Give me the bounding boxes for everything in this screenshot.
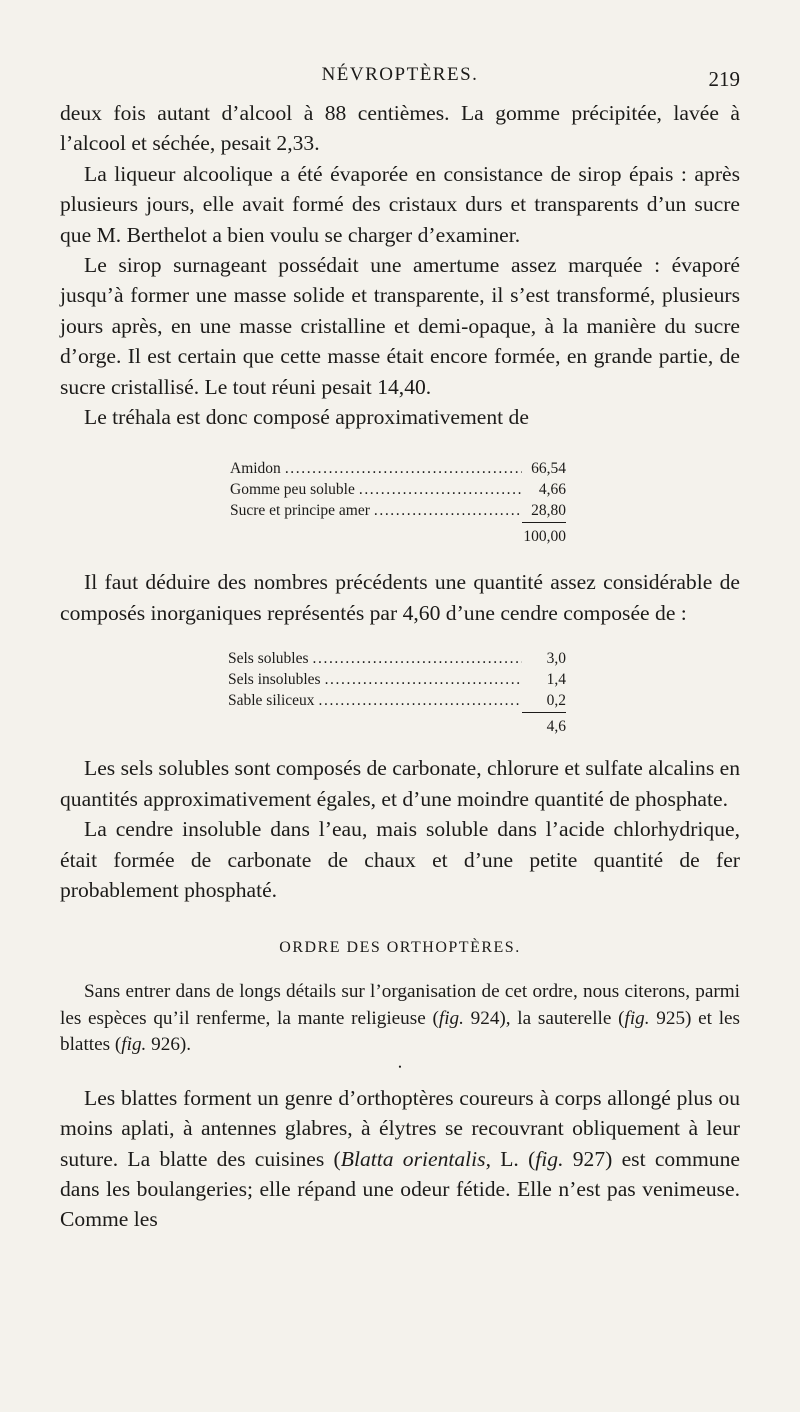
text-run: 926).	[146, 1034, 192, 1056]
table-row	[230, 500, 566, 523]
leader-dots	[355, 479, 522, 500]
table-row	[230, 479, 566, 500]
table-total: 100,00	[523, 528, 566, 546]
text-run: 924), la sauterelle (	[463, 1007, 625, 1029]
paragraph-liqueur: La liqueur alcoolique a été évaporée en consistance de sirop épais : après plusieurs jours, elle avait formé des cristaux durs et transparents d’un sucre que M. Berthelot a bien voulu se charger d’examiner.	[60, 161, 740, 247]
paragraph-sels: Les sels solubles sont composés de carbonate, chlorure et sulfate alcalins en quantités approximativement égales, et d’une moindre quantité de phosphate.	[60, 756, 741, 811]
fig-ref: fig.	[535, 1146, 564, 1171]
intro-block	[60, 979, 740, 1059]
row-label: Sels insolubles	[228, 671, 321, 689]
page-header	[60, 64, 740, 94]
leader-dots	[315, 690, 522, 711]
row-value: 66,54	[531, 460, 566, 478]
page-number: 219	[708, 67, 740, 91]
species-name: Blatta orientalis	[340, 1146, 486, 1171]
paragraph-cendre-insoluble: La cendre insoluble dans l’eau, mais soluble dans l’acide chlorhydrique, était formée de carbonate de chaux et d’une petite quantité de fer probablement phosphaté.	[60, 817, 740, 902]
paragraph-trehala: Le tréhala est donc composé approximativement de	[84, 405, 529, 430]
fig-ref: fig.	[121, 1034, 147, 1056]
leader-dots	[309, 648, 522, 669]
paragraph-continuation: deux fois autant d’alcool à 88 centièmes. La gomme précipitée, lavée à l’alcool et séchée, pesait 2,33.	[60, 101, 740, 156]
row-value: 1,4	[546, 671, 566, 689]
composition-table	[230, 458, 566, 547]
paragraph-cendre: Il faut déduire des nombres précédents une quantité assez considérable de composés inorganiques représentés par 4,60 d’une cendre composée de :	[60, 570, 740, 625]
fig-ref: fig.	[624, 1007, 650, 1029]
row-label: Sucre et principe amer	[230, 502, 370, 520]
row-value: 0,2	[522, 690, 566, 713]
running-title: NÉVROPTÈRES.	[321, 64, 479, 85]
ash-table	[228, 648, 566, 737]
text-run: , L. (	[485, 1146, 536, 1171]
table-row	[228, 669, 566, 690]
row-label: Sable siliceux	[228, 692, 315, 710]
row-value: 3,0	[546, 650, 566, 668]
text-run: 927) est commune dans les boulangeries; elle répand une odeur fétide. Elle n’est pas venimeuse. Comme les	[60, 1146, 740, 1232]
paragraph-intro	[60, 979, 740, 1059]
row-value: 28,80	[522, 500, 566, 523]
fig-ref: fig.	[438, 1007, 464, 1029]
leader-dots	[370, 500, 522, 521]
table-row	[228, 648, 566, 669]
leader-dots	[281, 458, 522, 479]
table-total: 4,6	[546, 718, 566, 736]
leader-dots	[321, 669, 522, 690]
table-row	[230, 458, 566, 479]
ornament-dot: •	[398, 1061, 402, 1072]
paragraph-blattes	[60, 1083, 740, 1235]
row-value: 4,66	[538, 481, 566, 499]
text-run: Les blattes forment un genre d’orthoptères coureurs à corps allongé plus ou moins aplati, à antennes glabres, à élytres se recouvrant obliquement à leur suture. La blatte des cuisines (	[60, 1085, 740, 1171]
table-row	[228, 690, 566, 713]
page-body	[60, 98, 740, 1235]
section-heading: ORDRE DES ORTHOPTÈRES.	[279, 939, 521, 957]
row-label: Amidon	[230, 460, 281, 478]
row-label: Sels solubles	[228, 650, 309, 668]
row-label: Gomme peu soluble	[230, 481, 355, 499]
text-run: Sans entrer dans de longs détails sur l’organisation de cet ordre, nous citerons, parmi les espèces qu’il renferme, la mante religieuse (	[60, 981, 740, 1029]
paragraph-sirop: Le sirop surnageant possédait une amertume assez marquée : évaporé jusqu’à former une masse solide et transparente, il s’est transformé, plusieurs jours après, en une masse cristalline et demi-opaque, à la manière du sucre d’orge. Il est certain que cette masse était encore formée, en grande partie, de sucre cristallisé. Le tout réuni pesait 14,40.	[60, 253, 740, 399]
text-run: 925) et les blattes (	[60, 1007, 741, 1056]
